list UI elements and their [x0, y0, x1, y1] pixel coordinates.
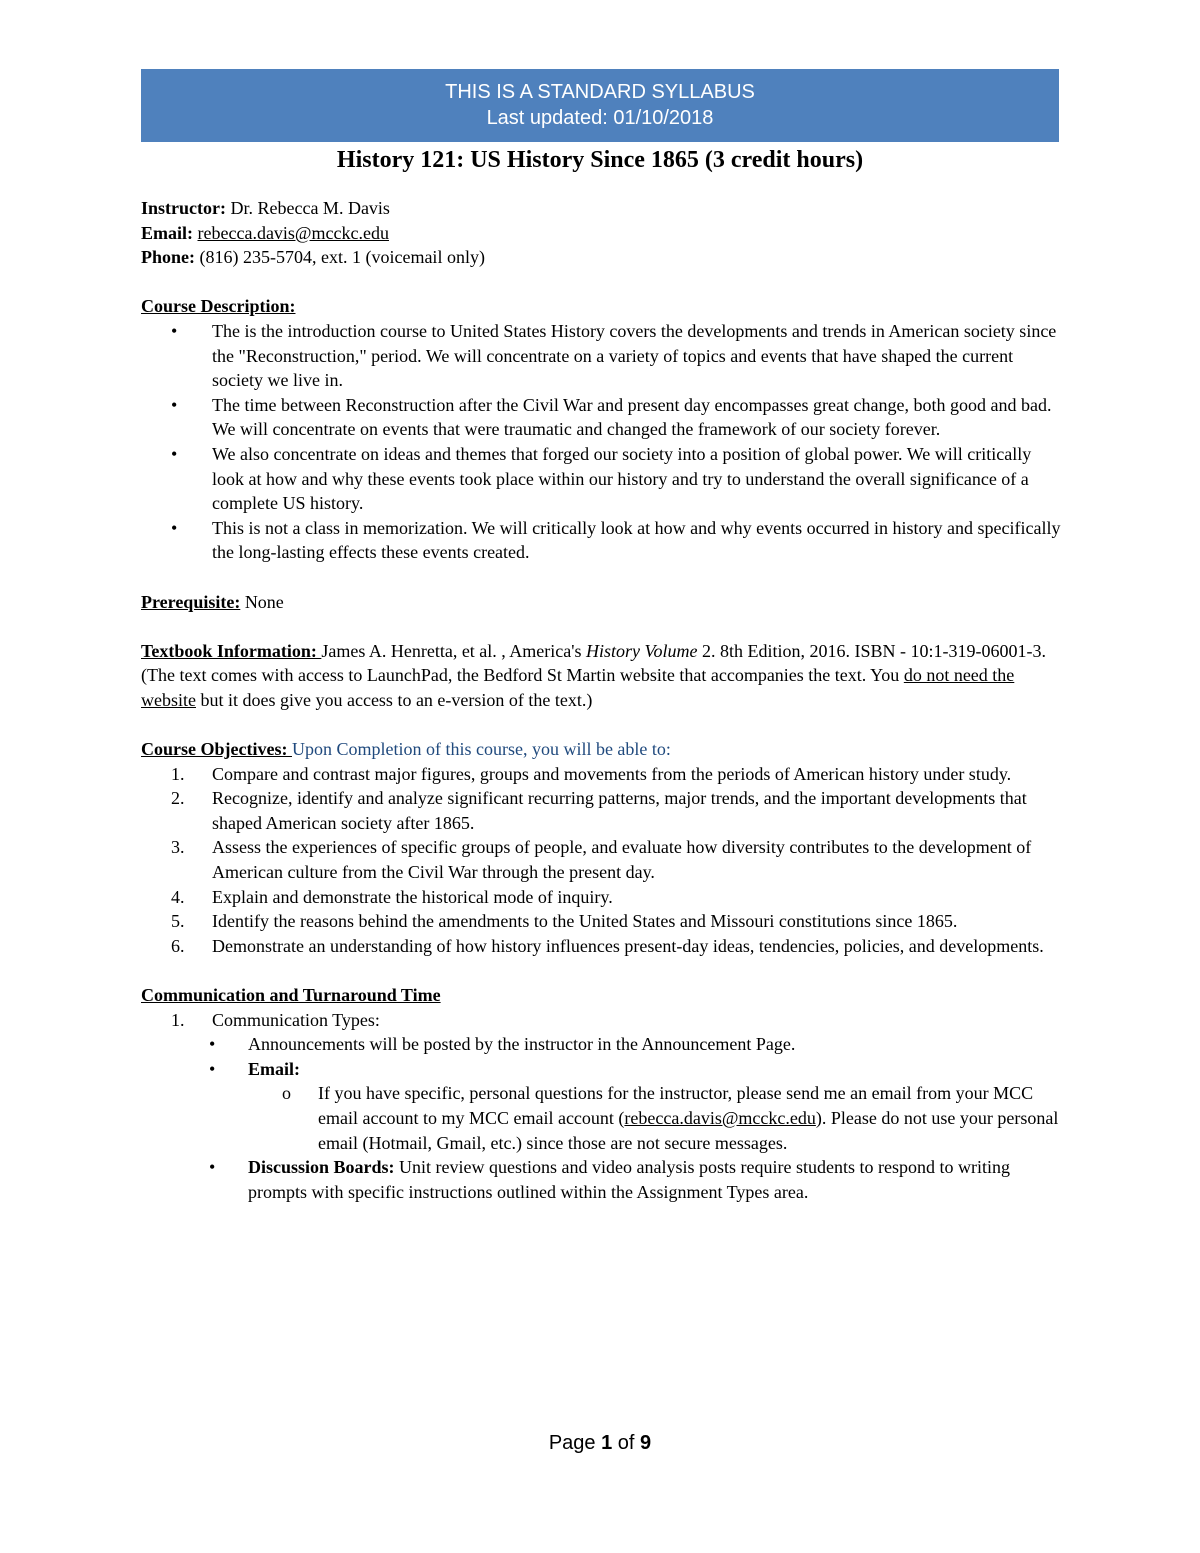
- course-description-list: [141, 319, 1061, 565]
- objectives-list: [141, 762, 1061, 959]
- list-item: 5. Identify the reasons behind the amendments to the United States and Missouri constitutions since 1865.: [171, 911, 958, 932]
- phone-value: (816) 235-5704, ext. 1 (voicemail only): [195, 247, 485, 268]
- email-line: [141, 221, 1061, 246]
- textbook-title: History Volume: [586, 640, 698, 661]
- bullet-icon: •: [171, 517, 178, 538]
- list-item: • We also concentrate on ideas and themes that forged our society into a position of global power. We will critically look at how and why these events took place within our history and try to understand the overall significance of a complete US history.: [171, 443, 1032, 514]
- instructor-email-link[interactable]: rebecca.davis@mcckc.edu: [197, 222, 389, 243]
- bullet-icon: •: [171, 394, 178, 415]
- prerequisite-heading: Prerequisite:: [141, 591, 241, 612]
- list-item: [141, 1057, 1061, 1082]
- prerequisite-line: [141, 590, 1061, 615]
- communication-heading: Communication and Turnaround Time: [141, 985, 441, 1005]
- banner-updated-date: Last updated: 01/10/2018: [486, 107, 714, 129]
- communication-types-list: [141, 1032, 1061, 1081]
- email-label: Email:: [141, 222, 193, 243]
- bullet-icon: •: [171, 443, 178, 464]
- list-item: 2. Recognize, identify and analyze significant recurring patterns, major trends, and the important developments that shaped American society after 1865.: [171, 788, 1027, 833]
- page-footer: Page 1 of 9: [548, 1432, 652, 1454]
- list-item: • This is not a class in memorization. We will critically look at how and why events occurred in history and specifically the long-lasting effects these events created.: [171, 517, 1061, 563]
- objectives-heading: Course Objectives:: [141, 739, 292, 760]
- list-item: 3. Assess the experiences of specific groups of people, and evaluate how diversity contributes to the development of American culture from the Civil War through the present day.: [171, 837, 1032, 883]
- list-item: • The is the introduction course to United States History covers the developments and trends in American society since the "Reconstruction," period. We will concentrate on a variety of topics and events that have shaped the current society we live in.: [171, 320, 1057, 391]
- communication-types-label: Communication Types:: [212, 1009, 380, 1030]
- list-item: • Announcements will be posted by the instructor in the Announcement Page.: [141, 1032, 1061, 1057]
- course-title: History 121: US History Since 1865 (3 credit hours): [336, 147, 864, 173]
- bullet-icon: •: [209, 1157, 216, 1178]
- discussion-list: [141, 1155, 1061, 1204]
- page-number: 1: [601, 1432, 613, 1454]
- bullet-icon: •: [171, 320, 178, 341]
- objectives-intro: Upon Completion of this course, you will be able to:: [291, 739, 671, 760]
- header-banner: [141, 69, 1059, 142]
- course-description-heading: Course Description:: [141, 296, 296, 317]
- communication-list: [141, 1008, 1061, 1033]
- syllabus-body: [141, 196, 1061, 1204]
- email-type-label: Email:: [248, 1058, 300, 1079]
- email-sub-list: [141, 1081, 1061, 1155]
- list-item: 6. Demonstrate an understanding of how history influences present-day ideas, tendencies, policies, and developments.: [171, 935, 1044, 956]
- bullet-icon: •: [209, 1034, 216, 1055]
- list-item: o If you have specific, personal questions for the instructor, please send me an email from your MCC email account to my MCC email account (rebecca.davis@mcckc.edu). Please do not use your personal email (Hotmail, Gmail, etc.) since those are not secure messages.: [282, 1083, 1059, 1153]
- instructor-label: Instructor:: [141, 198, 226, 218]
- bullet-icon: •: [209, 1058, 216, 1079]
- phone-label: Phone:: [141, 247, 195, 268]
- instructor-line: [141, 196, 1061, 221]
- instructor-email-link-2[interactable]: rebecca.davis@mcckc.edu: [624, 1107, 816, 1128]
- textbook-heading: Textbook Information:: [141, 640, 322, 661]
- instructor-name: Dr. Rebecca M. Davis: [225, 198, 390, 218]
- website-note: do not need the website: [141, 665, 1015, 710]
- list-item: 4. Explain and demonstrate the historical mode of inquiry.: [171, 886, 613, 907]
- phone-line: [141, 245, 1061, 270]
- list-item: 1. Compare and contrast major figures, groups and movements from the periods of American history under study.: [171, 763, 1012, 784]
- list-item: 1. Communication Types:: [171, 1009, 380, 1030]
- banner-title: THIS IS A STANDARD SYLLABUS: [445, 81, 755, 103]
- objectives-line: [141, 737, 1061, 762]
- page-total: 9: [640, 1432, 652, 1454]
- list-item: • Discussion Boards: Unit review questions and video analysis posts require students to respond to writing prompts with specific instructions outlined within the Assignment Types area.: [209, 1157, 1010, 1202]
- textbook-paragraph: Textbook Information: James A. Henretta, et al. , America's History Volume 2. 8th Edition, 2016. ISBN - 10:1-319-06001-3. (The text comes with access to LaunchPad, the Bedford St Martin website that accompanies the text. You do not need the website but it does give you access to an e-version of the text.): [141, 640, 1047, 710]
- discussion-label: Discussion Boards:: [248, 1157, 395, 1178]
- list-item: • The time between Reconstruction after the Civil War and present day encompasses great change, both good and bad. We will concentrate on events that were traumatic and changed the framework of our society forever.: [171, 394, 1052, 440]
- prerequisite-value: None: [240, 591, 284, 612]
